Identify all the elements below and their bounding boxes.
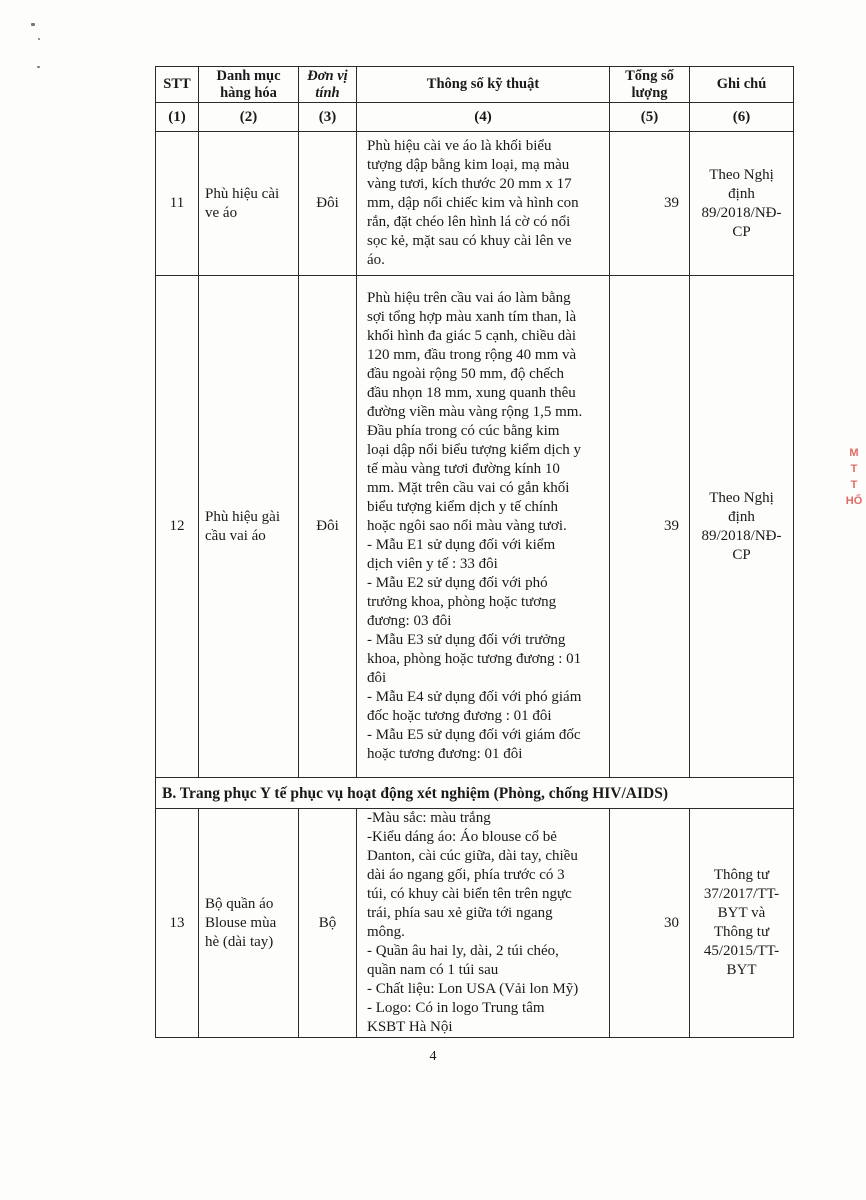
- scan-speck: [38, 38, 40, 40]
- row-qty: 39: [610, 276, 690, 778]
- column-number: (2): [199, 103, 299, 132]
- row-item: Phù hiệu cài ve áo: [199, 132, 299, 276]
- page-number: 4: [429, 1049, 437, 1064]
- column-number-row: [156, 103, 794, 132]
- column-number: (6): [690, 103, 794, 132]
- section-row: [156, 778, 794, 809]
- row-spec: Phù hiệu trên cầu vai áo làm bằng sợi tổng hợp màu xanh tím than, là khối hình đa giác 5 cạnh, chiều dài 120 mm, đầu trong rộng 40 mm và đầu ngoài rộng 50 mm, độ chếch đầu nhọn 18 mm, xung quanh thêu đường viền màu vàng rộng 1,5 mm. Đầu phía trong có cúc bằng kim loại dập nổi biểu tượng kiểm dịch y tế màu vàng tươi đường kính 10 mm. Mặt trên cầu vai có gắn khối biểu tượng kiểm dịch y tế chính hoặc ngôi sao nổi màu vàng tươi. - Mẫu E1 sử dụng đối với kiểm dịch viên y tế : 33 đôi - Mẫu E2 sử dụng đối với phó trưởng khoa, phòng hoặc tương đương: 03 đôi - Mẫu E3 sử dụng đối với trưởng khoa, phòng hoặc tương đương : 01 đôi - Mẫu E4 sử dụng đối với phó giám đốc hoặc tương đương : 01 đôi - Mẫu E5 sử dụng đối với giám đốc hoặc tương đương: 01 đôi: [357, 276, 610, 778]
- column-number: (4): [357, 103, 610, 132]
- row-stt: 13: [156, 809, 199, 1038]
- row-qty: 30: [610, 809, 690, 1038]
- header-item: Danh mục hàng hóa: [199, 67, 299, 103]
- row-item: Phù hiệu gài cầu vai áo: [199, 276, 299, 778]
- scan-speck: [31, 23, 35, 26]
- row-stt: 12: [156, 276, 199, 778]
- header-note: Ghi chú: [690, 67, 794, 103]
- row-qty: 39: [610, 132, 690, 276]
- row-item: Bộ quần áo Blouse mùa hè (dài tay): [199, 809, 299, 1038]
- red-stamp-fragment: M T T HỐ: [845, 447, 863, 507]
- row-unit: Đôi: [299, 276, 357, 778]
- row-note: Thông tư 37/2017/TT- BYT và Thông tư 45/2015/TT- BYT: [690, 809, 794, 1038]
- row-note: Theo Nghị định 89/2018/NĐ- CP: [690, 132, 794, 276]
- column-number: (1): [156, 103, 199, 132]
- header-spec: Thông số kỹ thuật: [357, 67, 610, 103]
- row-spec: -Màu sắc: màu trắng -Kiểu dáng áo: Áo blouse cổ bẻ Danton, cài cúc giữa, dài tay, chiều dài áo ngang gối, phía trước có 3 túi, có khuy cài biển tên trên ngực trái, phía sau xẻ giữa tới ngang mông. - Quần âu hai ly, dài, 2 túi chéo, quần nam có 1 túi sau - Chất liệu: Lon USA (Vải lon Mỹ) - Logo: Có in logo Trung tâm KSBT Hà Nội: [357, 809, 610, 1038]
- header-stt: STT: [156, 67, 199, 103]
- row-unit: Bộ: [299, 809, 357, 1038]
- header-unit: Đơn vị tính: [299, 67, 357, 103]
- specification-table: [155, 66, 794, 1038]
- section-title: B. Trang phục Y tế phục vụ hoạt động xét nghiệm (Phòng, chống HIV/AIDS): [156, 778, 794, 809]
- row-stt: 11: [156, 132, 199, 276]
- column-number: (5): [610, 103, 690, 132]
- table-row: [156, 276, 794, 778]
- row-unit: Đôi: [299, 132, 357, 276]
- row-note: Theo Nghị định 89/2018/NĐ- CP: [690, 276, 794, 778]
- scan-speck: [37, 66, 40, 68]
- column-number: (3): [299, 103, 357, 132]
- header-qty: Tổng số lượng: [610, 67, 690, 103]
- row-spec: Phù hiệu cài ve áo là khối biểu tượng dập bằng kim loại, mạ màu vàng tươi, kích thước 20 mm x 17 mm, dập nổi chiếc kim và hình con rắn, đặt chéo lên hình lá cờ có nổi sọc kẻ, mặt sau có khuy cài lên ve áo.: [357, 132, 610, 276]
- table-row: [156, 809, 794, 1038]
- table-row: [156, 132, 794, 276]
- header-row: [156, 67, 794, 103]
